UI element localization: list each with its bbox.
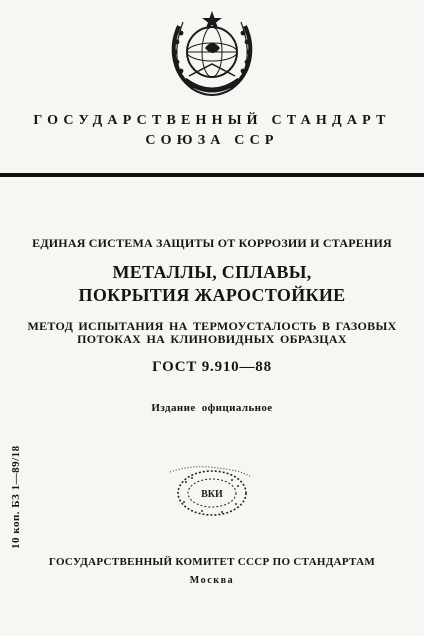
horizontal-rule bbox=[0, 173, 424, 177]
document-title-line1: МЕТАЛЛЫ, СПЛАВЫ, bbox=[112, 262, 312, 282]
svg-text:ВКИ: ВКИ bbox=[201, 489, 223, 500]
footer-city: Москва bbox=[189, 575, 235, 586]
footer-committee: ГОСУДАРСТВЕННЫЙ КОМИТЕТ СССР ПО СТАНДАРТАМ bbox=[48, 556, 376, 568]
standard-header-line1: ГОСУДАРСТВЕННЫЙ СТАНДАРТ bbox=[33, 113, 391, 128]
document-title-line2: ПОКРЫТИЯ ЖАРОСТОЙКИЕ bbox=[78, 285, 346, 305]
ussr-state-emblem-icon bbox=[163, 8, 261, 100]
method-line2: ПОТОКАХ НА КЛИНОВИДНЫХ ОБРАЗЦАХ bbox=[77, 332, 347, 346]
edition-note: Издание официальное bbox=[151, 402, 273, 414]
method-line1: МЕТОД ИСПЫТАНИЯ НА ТЕРМОУСТАЛОСТЬ В ГАЗОВЫХ bbox=[27, 319, 397, 333]
standard-header-line2: СОЮЗА ССР bbox=[145, 133, 279, 148]
side-price-text: 10 коп. БЗ 1—89/18 bbox=[10, 445, 22, 549]
gost-number: ГОСТ 9.910—88 bbox=[152, 359, 272, 375]
library-stamp-icon bbox=[162, 462, 260, 522]
system-title: ЕДИНАЯ СИСТЕМА ЗАЩИТЫ ОТ КОРРОЗИИ И СТАРЕНИЯ bbox=[32, 236, 392, 250]
side-price-note bbox=[4, 405, 28, 550]
